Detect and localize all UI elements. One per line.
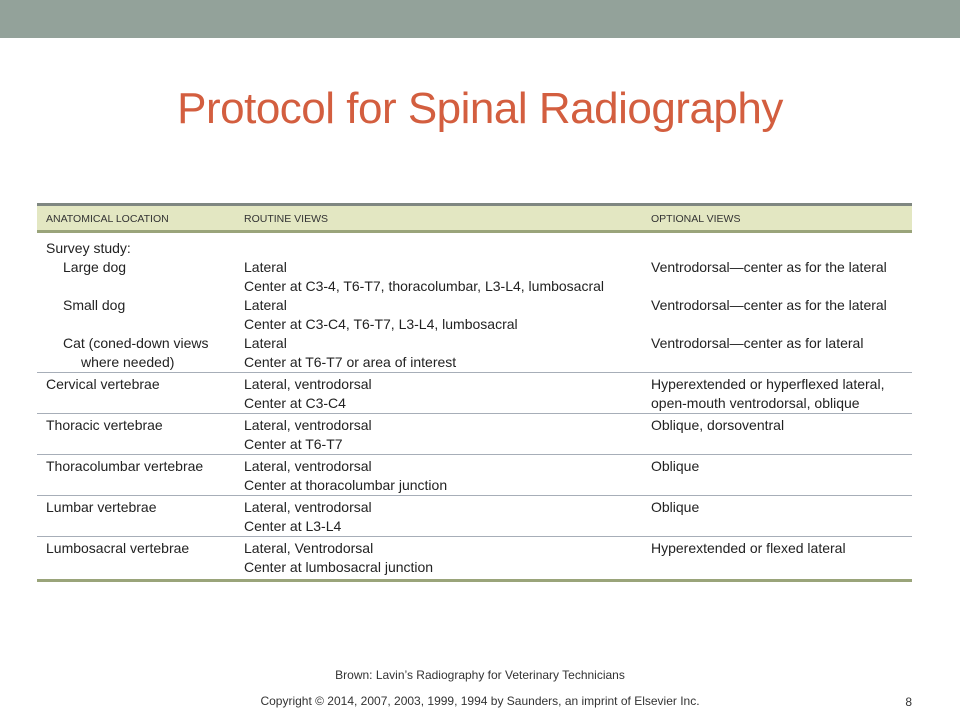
cell-routine-2: Center at T6-T7 <box>244 436 343 452</box>
cell-location: Cervical vertebrae <box>46 376 160 392</box>
header-optional-views: OPTIONAL VIEWS <box>651 213 741 225</box>
cell-cat-location-1: Cat (coned-down views <box>63 335 209 351</box>
cell-small-dog-routine-1: Lateral <box>244 297 287 313</box>
cell-optional-1: Oblique, dorsoventral <box>651 417 785 433</box>
table-row-lumbosacral <box>37 537 912 582</box>
cell-location: Thoracic vertebrae <box>46 417 163 433</box>
header-routine-views: ROUTINE VIEWS <box>244 213 329 225</box>
cell-routine-1: Lateral, ventrodorsal <box>244 417 372 433</box>
cell-cat-location-2: where needed) <box>81 354 175 370</box>
cell-routine-2: Center at lumbosacral junction <box>244 559 434 575</box>
cell-large-dog-routine-1: Lateral <box>244 259 287 275</box>
cell-routine-1: Lateral, Ventrodorsal <box>244 540 374 556</box>
cell-routine-1: Lateral, ventrodorsal <box>244 499 372 515</box>
cell-cat-routine-1: Lateral <box>244 335 287 351</box>
table-row-survey <box>37 233 912 373</box>
table-row-lumbar <box>37 496 912 537</box>
copyright-notice: Copyright © 2014, 2007, 2003, 1999, 1994 by Saunders, an imprint of Elsevier Inc. <box>260 694 700 708</box>
cell-routine-2: Center at thoracolumbar junction <box>244 477 448 493</box>
cell-routine-2: Center at C3-C4 <box>244 395 346 411</box>
cell-location: Thoracolumbar vertebrae <box>46 458 204 474</box>
cell-large-dog-optional: Ventrodorsal—center as for the lateral <box>651 259 887 275</box>
cell-small-dog-routine-2: Center at C3-C4, T6-T7, L3-L4, lumbosacral <box>244 316 518 332</box>
cell-cat-optional: Ventrodorsal—center as for lateral <box>651 335 864 351</box>
table-row-cervical <box>37 373 912 414</box>
cell-routine-2: Center at L3-L4 <box>244 518 342 534</box>
slide-page-number: 8 <box>905 695 912 709</box>
cell-large-dog-routine-2: Center at C3-4, T6-T7, thoracolumbar, L3-L4, lumbosacral <box>244 278 605 294</box>
cell-optional-1: Hyperextended or flexed lateral <box>651 540 846 556</box>
table-row-thoracolumbar <box>37 455 912 496</box>
survey-heading: Survey study: <box>46 240 131 256</box>
table-header-row <box>37 206 912 233</box>
cell-large-dog-location: Large dog <box>63 259 127 275</box>
cell-small-dog-location: Small dog <box>63 297 126 313</box>
cell-optional-1: Hyperextended or hyperflexed lateral, <box>651 376 885 392</box>
cell-routine-1: Lateral, ventrodorsal <box>244 376 372 392</box>
protocol-table <box>37 203 912 582</box>
table-row-thoracic <box>37 414 912 455</box>
cell-cat-routine-2: Center at T6-T7 or area of interest <box>244 354 457 370</box>
cell-optional-1: Oblique <box>651 458 700 474</box>
top-accent-bar <box>0 0 960 38</box>
cell-optional-2: open-mouth ventrodorsal, oblique <box>651 395 860 411</box>
slide-title: Protocol for Spinal Radiography <box>177 84 783 133</box>
cell-optional-1: Oblique <box>651 499 700 515</box>
cell-location: Lumbosacral vertebrae <box>46 540 190 556</box>
cell-routine-1: Lateral, ventrodorsal <box>244 458 372 474</box>
cell-location: Lumbar vertebrae <box>46 499 157 515</box>
header-anatomical-location: ANATOMICAL LOCATION <box>46 213 169 225</box>
source-citation: Brown: Lavin’s Radiography for Veterinary Technicians <box>335 668 625 682</box>
cell-small-dog-optional: Ventrodorsal—center as for the lateral <box>651 297 887 313</box>
